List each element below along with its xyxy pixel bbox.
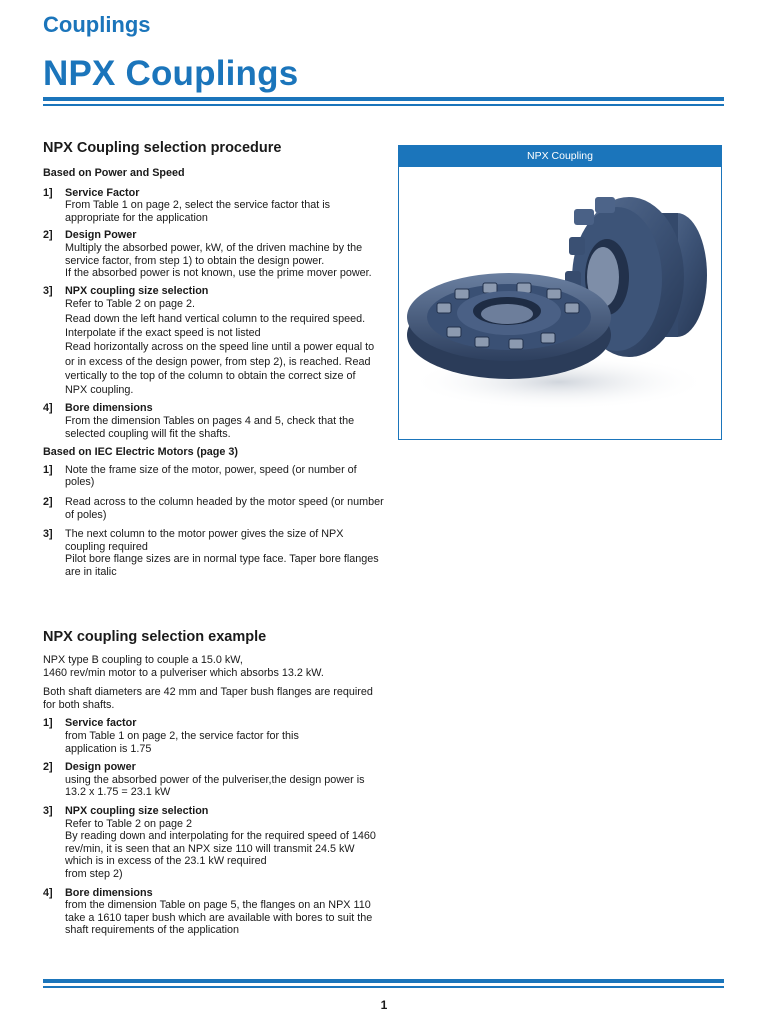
- iec-subheading: Based on IEC Electric Motors (page 3): [43, 446, 238, 459]
- step-line: Note the frame size of the motor, power, speed (or number of: [65, 463, 357, 476]
- example-step: [43, 805, 393, 881]
- page-number: 1: [380, 998, 388, 1012]
- step-body: [65, 229, 393, 279]
- step-line: service factor, from step 1) to obtain the design power.: [65, 254, 325, 267]
- step-line: application is 1.75: [65, 742, 152, 755]
- step-title: NPX coupling size selection: [65, 284, 209, 297]
- step-line: or in excess of the design power, from step 2), is reached. Read: [65, 355, 371, 368]
- step-line: from the dimension Table on page 5, the flanges on an NPX 110: [65, 899, 371, 912]
- example-intro: [43, 654, 393, 679]
- step-line: are in italic: [65, 565, 117, 578]
- procedure-step: [43, 187, 393, 225]
- step-line: appropriate for the application: [65, 211, 208, 224]
- flange-tooth: [569, 237, 585, 255]
- step-title: Design power: [65, 761, 136, 774]
- power-speed-subheading: Based on Power and Speed: [43, 167, 185, 179]
- coupling-figure: [398, 145, 722, 440]
- step-number: 2]: [43, 761, 53, 774]
- step-line: The next column to the motor power gives the size of NPX: [65, 528, 344, 541]
- footer-rule: [43, 979, 724, 983]
- step-line: rev/min, it is seen that an NPX size 110 will transmit 24.5 kW: [65, 842, 355, 855]
- step-title: Bore dimensions: [65, 886, 153, 899]
- step-body: [65, 464, 393, 489]
- step-line: vertically to the top of the column to obtain the correct size of: [65, 369, 356, 382]
- page-title: NPX Couplings: [43, 54, 299, 93]
- step-line: shaft requirements of the application: [65, 924, 240, 937]
- step-number: 2]: [43, 229, 53, 242]
- intro-line: 1460 rev/min motor to a pulveriser which absorbs 13.2 kW.: [43, 666, 324, 679]
- step-title: NPX coupling size selection: [65, 804, 209, 817]
- title-rule: [43, 97, 724, 101]
- example-section: [43, 628, 393, 937]
- footer-rule-thin: [43, 986, 724, 988]
- step-line: From Table 1 on page 2, select the service factor that is: [65, 199, 331, 212]
- step-number: 3]: [43, 528, 53, 541]
- flange-tooth: [595, 197, 615, 213]
- step-number: 3]: [43, 804, 53, 817]
- step-title: Design Power: [65, 229, 137, 242]
- step-line: Multiply the absorbed power, kW, of the driven machine by the: [65, 241, 363, 254]
- section-label: Couplings: [43, 12, 151, 37]
- iec-step: [43, 496, 393, 521]
- intro-line: for both shafts.: [43, 698, 115, 711]
- flange-tooth: [574, 209, 594, 225]
- step-line: coupling required: [65, 540, 148, 553]
- step-line: Pilot bore flange sizes are in normal type face. Taper bore flanges: [65, 553, 379, 566]
- intro-line: Both shaft diameters are 42 mm and Taper bush flanges are required: [43, 686, 373, 699]
- step-line: which is in excess of the 23.1 kW required: [65, 855, 267, 868]
- step-line: Read across to the column headed by the motor speed (or number: [65, 495, 384, 508]
- step-line: Refer to Table 2 on page 2.: [65, 298, 196, 311]
- procedure-step: [43, 229, 393, 279]
- step-body: [65, 528, 393, 578]
- step-number: 4]: [43, 402, 53, 415]
- step-number: 1]: [43, 186, 53, 199]
- step-line: from step 2): [65, 867, 123, 880]
- step-number: 3]: [43, 284, 53, 297]
- intro-line: NPX type B coupling to couple a 15.0 kW,: [43, 654, 243, 666]
- front-bore-inner: [481, 304, 533, 324]
- step-body: [65, 887, 393, 937]
- step-body: [65, 761, 393, 799]
- step-body: [65, 285, 393, 398]
- iec-step: [43, 464, 393, 489]
- step-body: [65, 496, 393, 521]
- step-body: [65, 717, 393, 755]
- step-number: 2]: [43, 495, 53, 508]
- step-body: [65, 805, 393, 881]
- example-intro: [43, 686, 393, 711]
- step-line: using the absorbed power of the pulveriser,the design power is: [65, 773, 365, 786]
- step-line: By reading down and interpolating for the required speed of 1460: [65, 830, 376, 843]
- step-line: from Table 1 on page 2, the service factor for this: [65, 729, 299, 742]
- procedure-step: [43, 285, 393, 398]
- step-number: 4]: [43, 886, 53, 899]
- procedure-step: [43, 402, 393, 440]
- iec-step: [43, 528, 393, 578]
- step-line: Read down the left hand vertical column to the required speed.: [65, 312, 366, 325]
- step-number: 1]: [43, 717, 53, 730]
- example-step: [43, 761, 393, 799]
- procedure-section: [43, 139, 393, 579]
- step-title: Service factor: [65, 717, 137, 730]
- procedure-heading: NPX Coupling selection procedure: [43, 140, 282, 156]
- step-line: Refer to Table 2 on page 2: [65, 817, 193, 830]
- step-line: of poles): [65, 508, 107, 521]
- step-body: [65, 402, 393, 440]
- step-line: selected coupling will fit the shafts.: [65, 427, 231, 440]
- step-line: From the dimension Tables on pages 4 and 5, check that the: [65, 415, 355, 428]
- step-body: [65, 187, 393, 225]
- example-step: [43, 887, 393, 937]
- title-rule-thin: [43, 104, 724, 106]
- figure-caption: NPX Coupling: [399, 146, 721, 167]
- step-line: 13.2 x 1.75 = 23.1 kW: [65, 786, 171, 799]
- step-line: take a 1610 taper bush which are available with bores to suit the: [65, 911, 373, 924]
- step-title: Bore dimensions: [65, 402, 153, 415]
- step-line: Interpolate if the exact speed is not listed: [65, 326, 261, 339]
- example-heading: NPX coupling selection example: [43, 629, 267, 645]
- example-step: [43, 717, 393, 755]
- step-line: Read horizontally across on the speed line until a power equal to: [65, 341, 375, 354]
- step-title: Service Factor: [65, 186, 140, 199]
- step-line: NPX coupling.: [65, 384, 134, 397]
- step-line: poles): [65, 476, 95, 489]
- step-number: 1]: [43, 463, 53, 476]
- coupling-illustration: [399, 167, 721, 439]
- step-line: If the absorbed power is not known, use the prime mover power.: [65, 267, 372, 280]
